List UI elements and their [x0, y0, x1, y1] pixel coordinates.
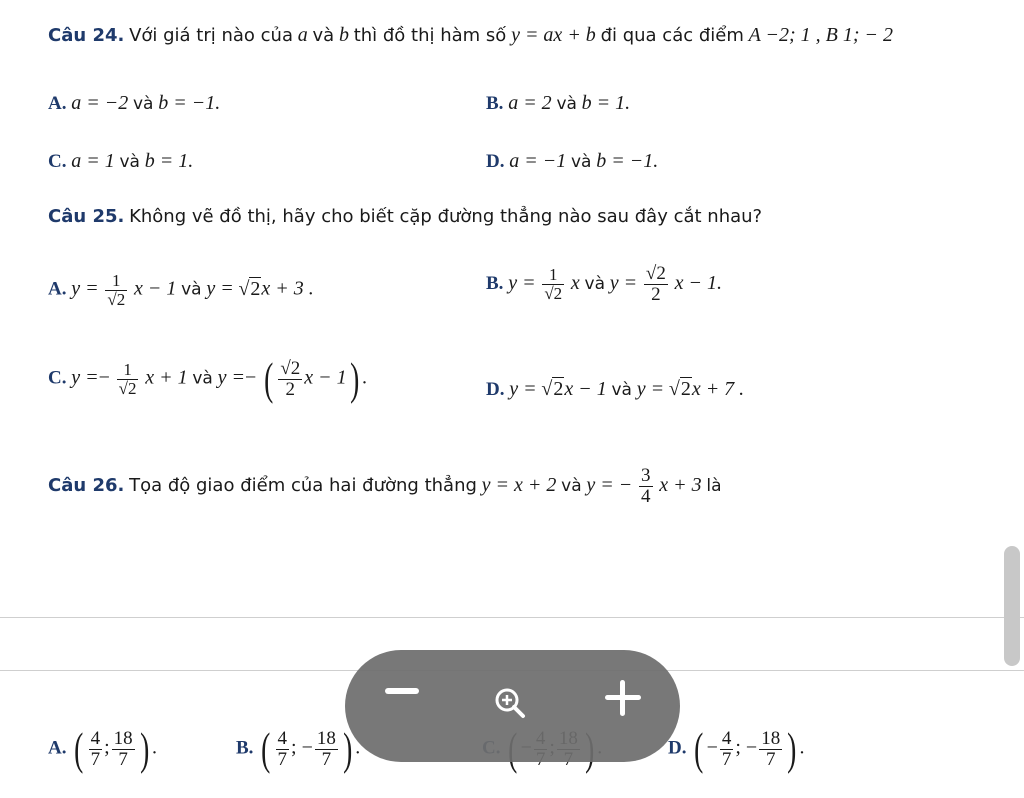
separator: ; − — [735, 736, 758, 759]
sqrt-2: √2 — [541, 378, 564, 400]
y-equals: y = — [71, 277, 99, 300]
option-24-a[interactable] — [48, 92, 220, 115]
line-2-prefix: y = − — [586, 473, 633, 496]
frac-den: 7 — [277, 748, 288, 770]
y-equals: y = — [636, 378, 665, 400]
minus-sign: − — [244, 366, 257, 389]
question-24-text3: đi qua các điểm — [600, 25, 744, 46]
question-25 — [48, 206, 762, 228]
option-label: A. — [48, 93, 67, 114]
period: . — [361, 366, 367, 389]
expr: x + 3 . — [261, 277, 314, 300]
fraction-x — [720, 729, 734, 770]
option-26-d[interactable] — [668, 723, 805, 774]
question-26-text: Tọa độ giao điểm của hai đường thẳng — [129, 474, 477, 496]
expr: x + 1 — [145, 366, 188, 389]
left-paren: ( — [264, 353, 274, 404]
conj-va: và — [570, 152, 592, 172]
scrollbar-thumb[interactable] — [1004, 546, 1020, 666]
right-paren: ) — [787, 723, 797, 774]
question-25-text: Không vẽ đồ thị, hãy cho biết cặp đường thẳng nào sau đây cắt nhau? — [129, 206, 763, 227]
fraction-1-over-sqrt2 — [105, 272, 127, 309]
left-paren: ( — [694, 723, 704, 774]
option-label: C. — [48, 151, 67, 172]
zoom-reset-button[interactable] — [493, 686, 527, 720]
fraction-1-over-sqrt2 — [117, 361, 139, 398]
expr: x — [570, 271, 580, 294]
conj-va: và — [561, 475, 582, 496]
minus-sign: − — [98, 366, 110, 389]
left-paren: ( — [261, 723, 271, 774]
option-label: D. — [486, 151, 505, 172]
question-24-text2: thì đồ thị hàm số — [353, 25, 507, 46]
frac-num: 18 — [761, 727, 781, 749]
frac-num: 1 — [117, 361, 139, 380]
question-24 — [48, 24, 893, 47]
option-24-b[interactable] — [486, 92, 630, 115]
conj-va: và — [611, 380, 632, 400]
conj-va: và — [181, 279, 202, 300]
question-24-number: Câu 24. — [48, 25, 125, 46]
y-equals: y = — [609, 271, 638, 294]
frac-den: 7 — [721, 748, 732, 770]
conj-va: và — [556, 94, 577, 114]
frac-den: 2 — [285, 378, 296, 400]
var-b: b — [338, 24, 349, 46]
conj-va: và — [584, 273, 606, 294]
zoom-control — [345, 650, 680, 762]
option-26-b[interactable] — [236, 723, 361, 774]
radicand: 2 — [250, 277, 261, 300]
fraction-sqrt2-over-2 — [644, 264, 668, 305]
frac-den: √2 — [107, 289, 126, 309]
question-26 — [48, 466, 722, 507]
right-paren: ) — [349, 353, 359, 404]
frac-num: 18 — [113, 727, 133, 749]
frac-num: 4 — [90, 727, 101, 749]
expr: x − 1 — [133, 277, 177, 300]
right-paren: ) — [342, 723, 353, 774]
separator: ; − — [291, 736, 313, 759]
period: . — [151, 736, 157, 759]
frac-num: 4 — [277, 727, 288, 749]
option-26-a[interactable] — [48, 723, 157, 774]
option-part: b = 1. — [144, 150, 194, 172]
frac-den: 4 — [641, 485, 651, 507]
option-part: a = −1 — [509, 150, 567, 172]
frac-num: √2 — [280, 357, 301, 379]
frac-num: 18 — [316, 727, 336, 749]
minus-sign: − — [706, 736, 718, 759]
radicand: 2 — [680, 378, 691, 400]
frac-num: 4 — [721, 727, 732, 749]
frac-num: 3 — [641, 465, 651, 486]
expr: x + 7 . — [691, 378, 745, 400]
line-2-suffix: x + 3 — [659, 473, 702, 496]
question-25-number: Câu 25. — [48, 206, 125, 227]
divider — [0, 617, 1024, 618]
sqrt-2: √2 — [238, 277, 261, 300]
option-part: a = 1 — [71, 150, 115, 172]
option-25-a[interactable] — [48, 272, 314, 309]
line-1-expr: y = x + 2 — [481, 473, 557, 496]
option-label: B. — [236, 737, 254, 759]
y-equals: y = — [508, 271, 536, 294]
expr: x − 1. — [674, 271, 722, 294]
frac-den: 7 — [90, 748, 101, 770]
points-expr: A −2; 1 , B 1; − 2 — [748, 24, 894, 46]
y-equals: y = — [71, 366, 99, 389]
radicand: 2 — [553, 378, 564, 400]
conj-va: và — [132, 94, 154, 114]
option-25-b[interactable] — [486, 264, 722, 305]
expr: x − 1 — [564, 378, 607, 400]
frac-den: 7 — [765, 748, 776, 770]
zoom-in-button[interactable] — [605, 680, 641, 716]
option-24-d[interactable] — [486, 150, 658, 173]
option-24-c[interactable] — [48, 150, 193, 173]
fraction-1-over-sqrt2 — [542, 266, 564, 303]
zoom-magnifier-icon — [493, 686, 527, 720]
option-label: D. — [486, 379, 505, 400]
option-label: B. — [486, 272, 504, 294]
conj-va: và — [192, 368, 213, 389]
function-expr: y = ax + b — [511, 24, 596, 46]
sqrt-2: √2 — [668, 378, 691, 400]
y-equals: y = — [509, 378, 537, 400]
y-equals: y = — [206, 277, 234, 300]
option-25-d[interactable] — [486, 378, 744, 401]
conj-va: và — [119, 152, 140, 172]
frac-num: 1 — [542, 266, 564, 285]
frac-den: 2 — [651, 283, 661, 305]
fraction-sqrt2-over-2 — [278, 359, 302, 400]
option-part: a = 2 — [508, 92, 552, 114]
zoom-out-button[interactable] — [385, 688, 419, 694]
expr: x − 1 — [304, 366, 347, 389]
word-la: là — [706, 475, 722, 496]
frac-den: 7 — [321, 748, 332, 770]
right-paren: ) — [139, 723, 149, 774]
fraction-x — [89, 729, 103, 770]
option-part: b = −1. — [158, 92, 221, 114]
fraction-y — [112, 729, 135, 770]
fraction-3-over-4 — [639, 466, 653, 507]
frac-den: 7 — [118, 748, 128, 770]
y-equals: y = — [217, 366, 245, 389]
frac-den: √2 — [118, 378, 137, 398]
option-part: b = 1. — [581, 92, 631, 114]
option-label: A. — [48, 278, 67, 300]
option-part: a = −2 — [71, 92, 129, 114]
option-label: A. — [48, 737, 67, 759]
var-a: a — [297, 24, 308, 46]
period: . — [799, 736, 805, 759]
fraction-y — [315, 729, 338, 770]
frac-den: √2 — [544, 283, 563, 303]
option-part: b = −1. — [596, 150, 659, 172]
option-25-c[interactable] — [48, 353, 367, 404]
question-26-number: Câu 26. — [48, 474, 125, 496]
question-24-text: Với giá trị nào của — [129, 25, 293, 46]
fraction-y — [759, 729, 782, 770]
frac-num: 1 — [105, 272, 127, 291]
period: . — [355, 736, 361, 759]
conj-va: và — [312, 25, 335, 46]
option-label: D. — [668, 737, 687, 759]
option-label: B. — [486, 93, 504, 114]
fraction-x — [276, 729, 290, 770]
option-label: C. — [48, 367, 67, 389]
left-paren: ( — [74, 723, 84, 774]
separator: ; — [104, 736, 110, 759]
frac-num: √2 — [645, 263, 666, 284]
